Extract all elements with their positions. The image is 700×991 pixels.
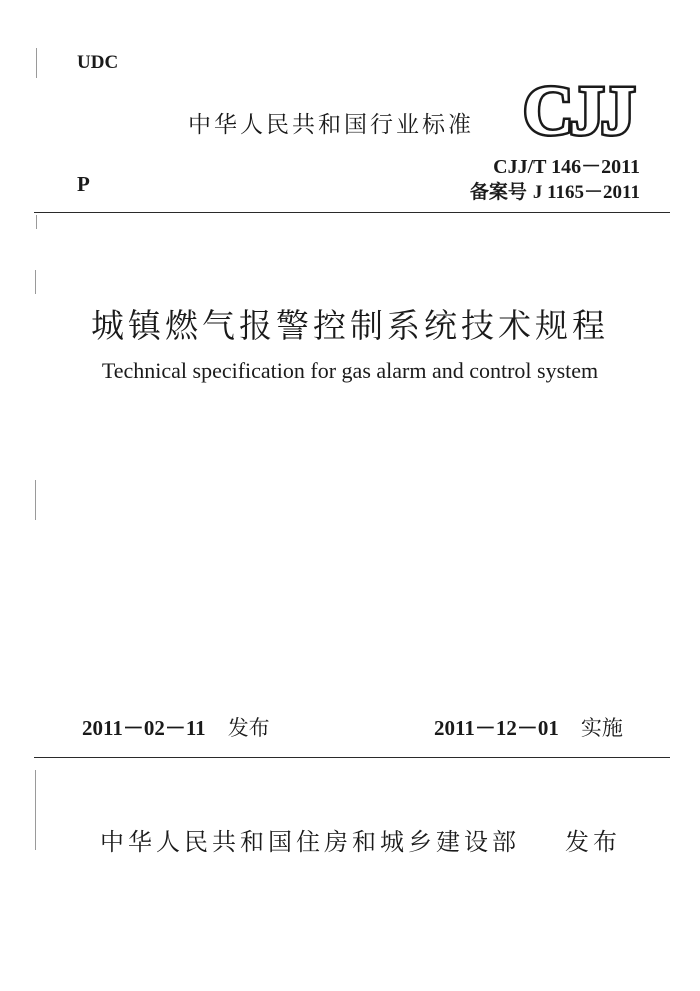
category-label: P: [77, 172, 90, 196]
standard-number: CJJ/T 146－2011: [493, 156, 640, 178]
scan-mark: [36, 48, 37, 78]
bottom-rule: [34, 757, 670, 758]
title-chinese: 城镇燃气报警控制系统技术规程: [91, 306, 609, 345]
scan-mark: [35, 480, 36, 520]
scan-mark: [35, 770, 36, 850]
top-rule: [34, 212, 670, 213]
issue-date: 2011－02－11: [82, 716, 206, 740]
udc-label: UDC: [77, 52, 119, 73]
cjj-logo-text: CJJ: [523, 73, 632, 142]
implementation-date-line: [434, 712, 623, 742]
industry-standard-heading: 中华人民共和国行业标准: [188, 112, 474, 138]
issue-word: 发布: [227, 716, 270, 740]
cjj-logo: [521, 70, 645, 142]
scan-mark: [36, 215, 37, 229]
implementation-word: 实施: [580, 716, 623, 740]
record-number-line: [470, 177, 640, 204]
record-number: J 1165－2011: [532, 182, 640, 203]
implementation-date: 2011－12－01: [434, 716, 559, 740]
record-label: 备案号: [469, 181, 527, 203]
issuer-verb: 发布: [565, 828, 621, 856]
issue-date-line: [82, 712, 270, 742]
title-english: Technical specification for gas alarm and control system: [101, 358, 599, 383]
scan-mark: [35, 270, 36, 294]
issuer-name: 中华人民共和国住房和城乡建设部: [100, 828, 520, 856]
